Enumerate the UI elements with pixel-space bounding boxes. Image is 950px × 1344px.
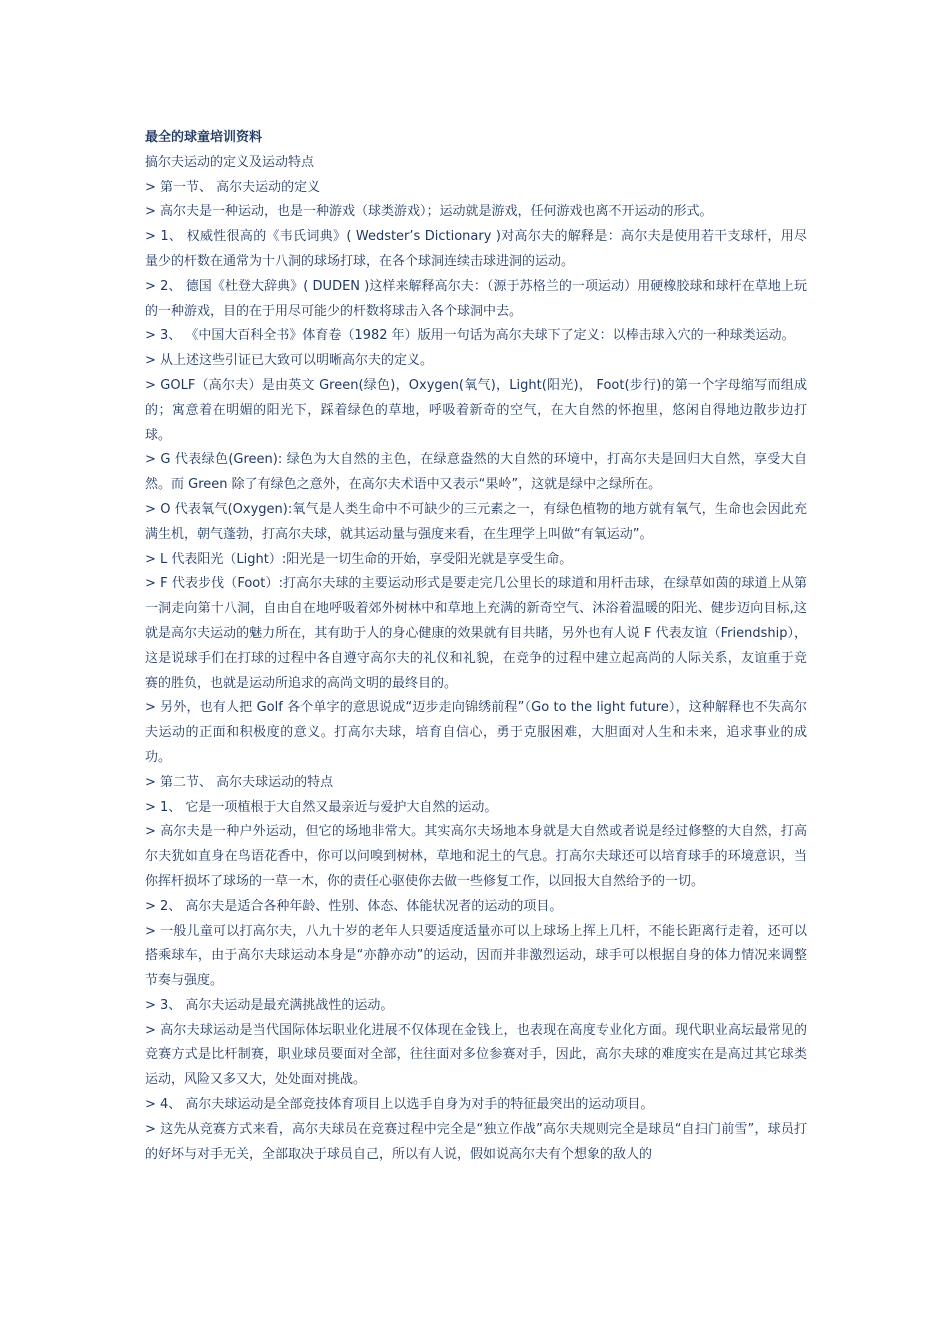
document-title: 最全的球童培训资料 (145, 130, 263, 145)
paragraph: > F 代表步伐（Foot）:打高尔夫球的主要运动形式是要走完几公里长的球道和用杆击球，在绿草如茵的球道上从第一洞走向第十八洞，自由自在地呼吸着郊外树林中和草地上充满的新奇空气、沐浴着温暖的阳光、健步迈向目标,这就是高尔夫运动的魅力所在，其有助于人的身心健康的效果就有目共睹，另外也有人说 F 代表友谊（Friendship），这是说球手们在打球的过程中各自遵守高尔夫的礼仪和礼貌，在竞争的过程中建立起高尚的人际关系，友谊重于竞赛的胜负，也就是运动所追求的高尚文明的最终目的。 (145, 576, 807, 691)
paragraph: > 高尔夫球运动是当代国际体坛职业化进展不仅体现在金钱上，也表现在高度专业化方面。现代职业高坛最常见的竞赛方式是比杆制赛，职业球员要面对全部，往往面对多位参赛对手，因此，高尔夫球的难度实在是高过其它球类运动，风险又多又大，处处面对挑战。 (145, 1022, 807, 1088)
paragraph: > 2、 高尔夫是适合各种年龄、性别、体态、体能状况者的运动的项目。 (145, 898, 563, 914)
paragraph: > 1、 它是一项植根于大自然又最亲近与爱护大自然的运动。 (145, 799, 498, 815)
paragraph: > 从上述这些引证已大致可以明晰高尔夫的定义。 (145, 353, 434, 369)
document-page (145, 126, 807, 1167)
paragraph: > O 代表氧气(Oxygen):氧气是人类生命中不可缺少的三元素之一，有绿色植物的地方就有氧气，生命也会因此充满生机，朝气蓬勃，打高尔夫球，就其运动量与强度来看，在生理学上叫做“有氧运动”。 (145, 501, 807, 542)
paragraph: > 高尔夫是一种户外运动，但它的场地非常大。其实高尔夫场地本身就是大自然或者说是经过修整的大自然，打高尔夫犹如直身在鸟语花香中，你可以问嗅到树林，草地和泥土的气息。打高尔夫球还可以培育球手的环境意识，当你挥杆损坏了球场的一草一木，你的责任心驱使你去做一些修复工作，以回报大自然给予的一切。 (145, 824, 807, 889)
paragraph: > 一般儿童可以打高尔夫，八九十岁的老年人只要适度适量亦可以上球场上挥上几杆，不能长距离行走着，还可以搭乘球车，由于高尔夫球运动本身是“亦静亦动”的运动，因而并非激烈运动，球手可以根据自身的体力情况来调整节奏与强度。 (145, 923, 807, 989)
paragraph: > 高尔夫是一种运动，也是一种游戏（球类游戏）；运动就是游戏，任何游戏也离不开运动的形式。 (145, 204, 713, 220)
paragraph: > 另外，也有人把 Golf 各个单字的意思说成“迈步走向锦绣前程”（Go to the light future），这种解释也不失高尔夫运动的正面和积极度的意义。打高尔夫球，培育自信心，勇于克服困难，大胆面对人生和未来，追求事业的成功。 (145, 700, 807, 765)
paragraph: > 1、 权威性很高的《韦氏词典》( Wedster’s Dictionary )对高尔夫的解释是：高尔夫是使用若干支球杆，用尽量少的杆数在通常为十八洞的球场打球，在各个球洞连续击球进洞的运动。 (145, 229, 807, 269)
paragraph: > G 代表绿色(Green): 绿色为大自然的主色，在绿意盎然的大自然的环境中，打高尔夫是回归大自然，享受大自然。而 Green 除了有绿色之意外，在高尔夫术语中又表示“果岭”，这就是绿中之绿所在。 (145, 452, 807, 493)
paragraph: > 3、 《中国大百科全书》体育卷（1982 年）版用一句话为高尔夫球下了定义：以棒击球入穴的一种球类运动。 (145, 328, 795, 344)
paragraph: > GOLF（高尔夫）是由英文 Green(绿色)，Oxygen(氧气)，Light(阳光)， Foot(步行)的第一个字母缩写而组成的；寓意着在明媚的阳光下，踩着绿色的草地，呼吸着新奇的空气，在大自然的怀抱里，悠闲自得地边散步边打球。 (145, 377, 807, 443)
paragraph: > 这先从竞赛方式来看，高尔夫球员在竞赛过程中完全是“独立作战”高尔夫规则完全是球员“自扫门前雪”，球员打的好坏与对手无关，全部取决于球员自己，所以有人说，假如说高尔夫有个想象的敌人的 (145, 1121, 807, 1162)
paragraph: > L 代表阳光（Light）:阳光是一切生命的开始，享受阳光就是享受生命。 (145, 551, 573, 567)
paragraph: > 3、 高尔夫运动是最充满挑战性的运动。 (145, 997, 394, 1013)
paragraph: > 2、 德国《杜登大辞典》( DUDEN )这样来解释高尔夫：（源于苏格兰的一项运动）用硬橡胶球和球杆在草地上玩的一种游戏，目的在于用尽可能少的杆数将球击入各个球洞中去。 (145, 278, 807, 319)
paragraph: 搞尔夫运动的定义及运动特点 (145, 154, 315, 170)
paragraph: > 4、 高尔夫球运动是全部竞技体育项目上以选手自身为对手的特征最突出的运动项目。 (145, 1097, 654, 1113)
paragraph: > 第二节、 高尔夫球运动的特点 (145, 774, 334, 790)
paragraph: > 第一节、 高尔夫运动的定义 (145, 179, 321, 195)
